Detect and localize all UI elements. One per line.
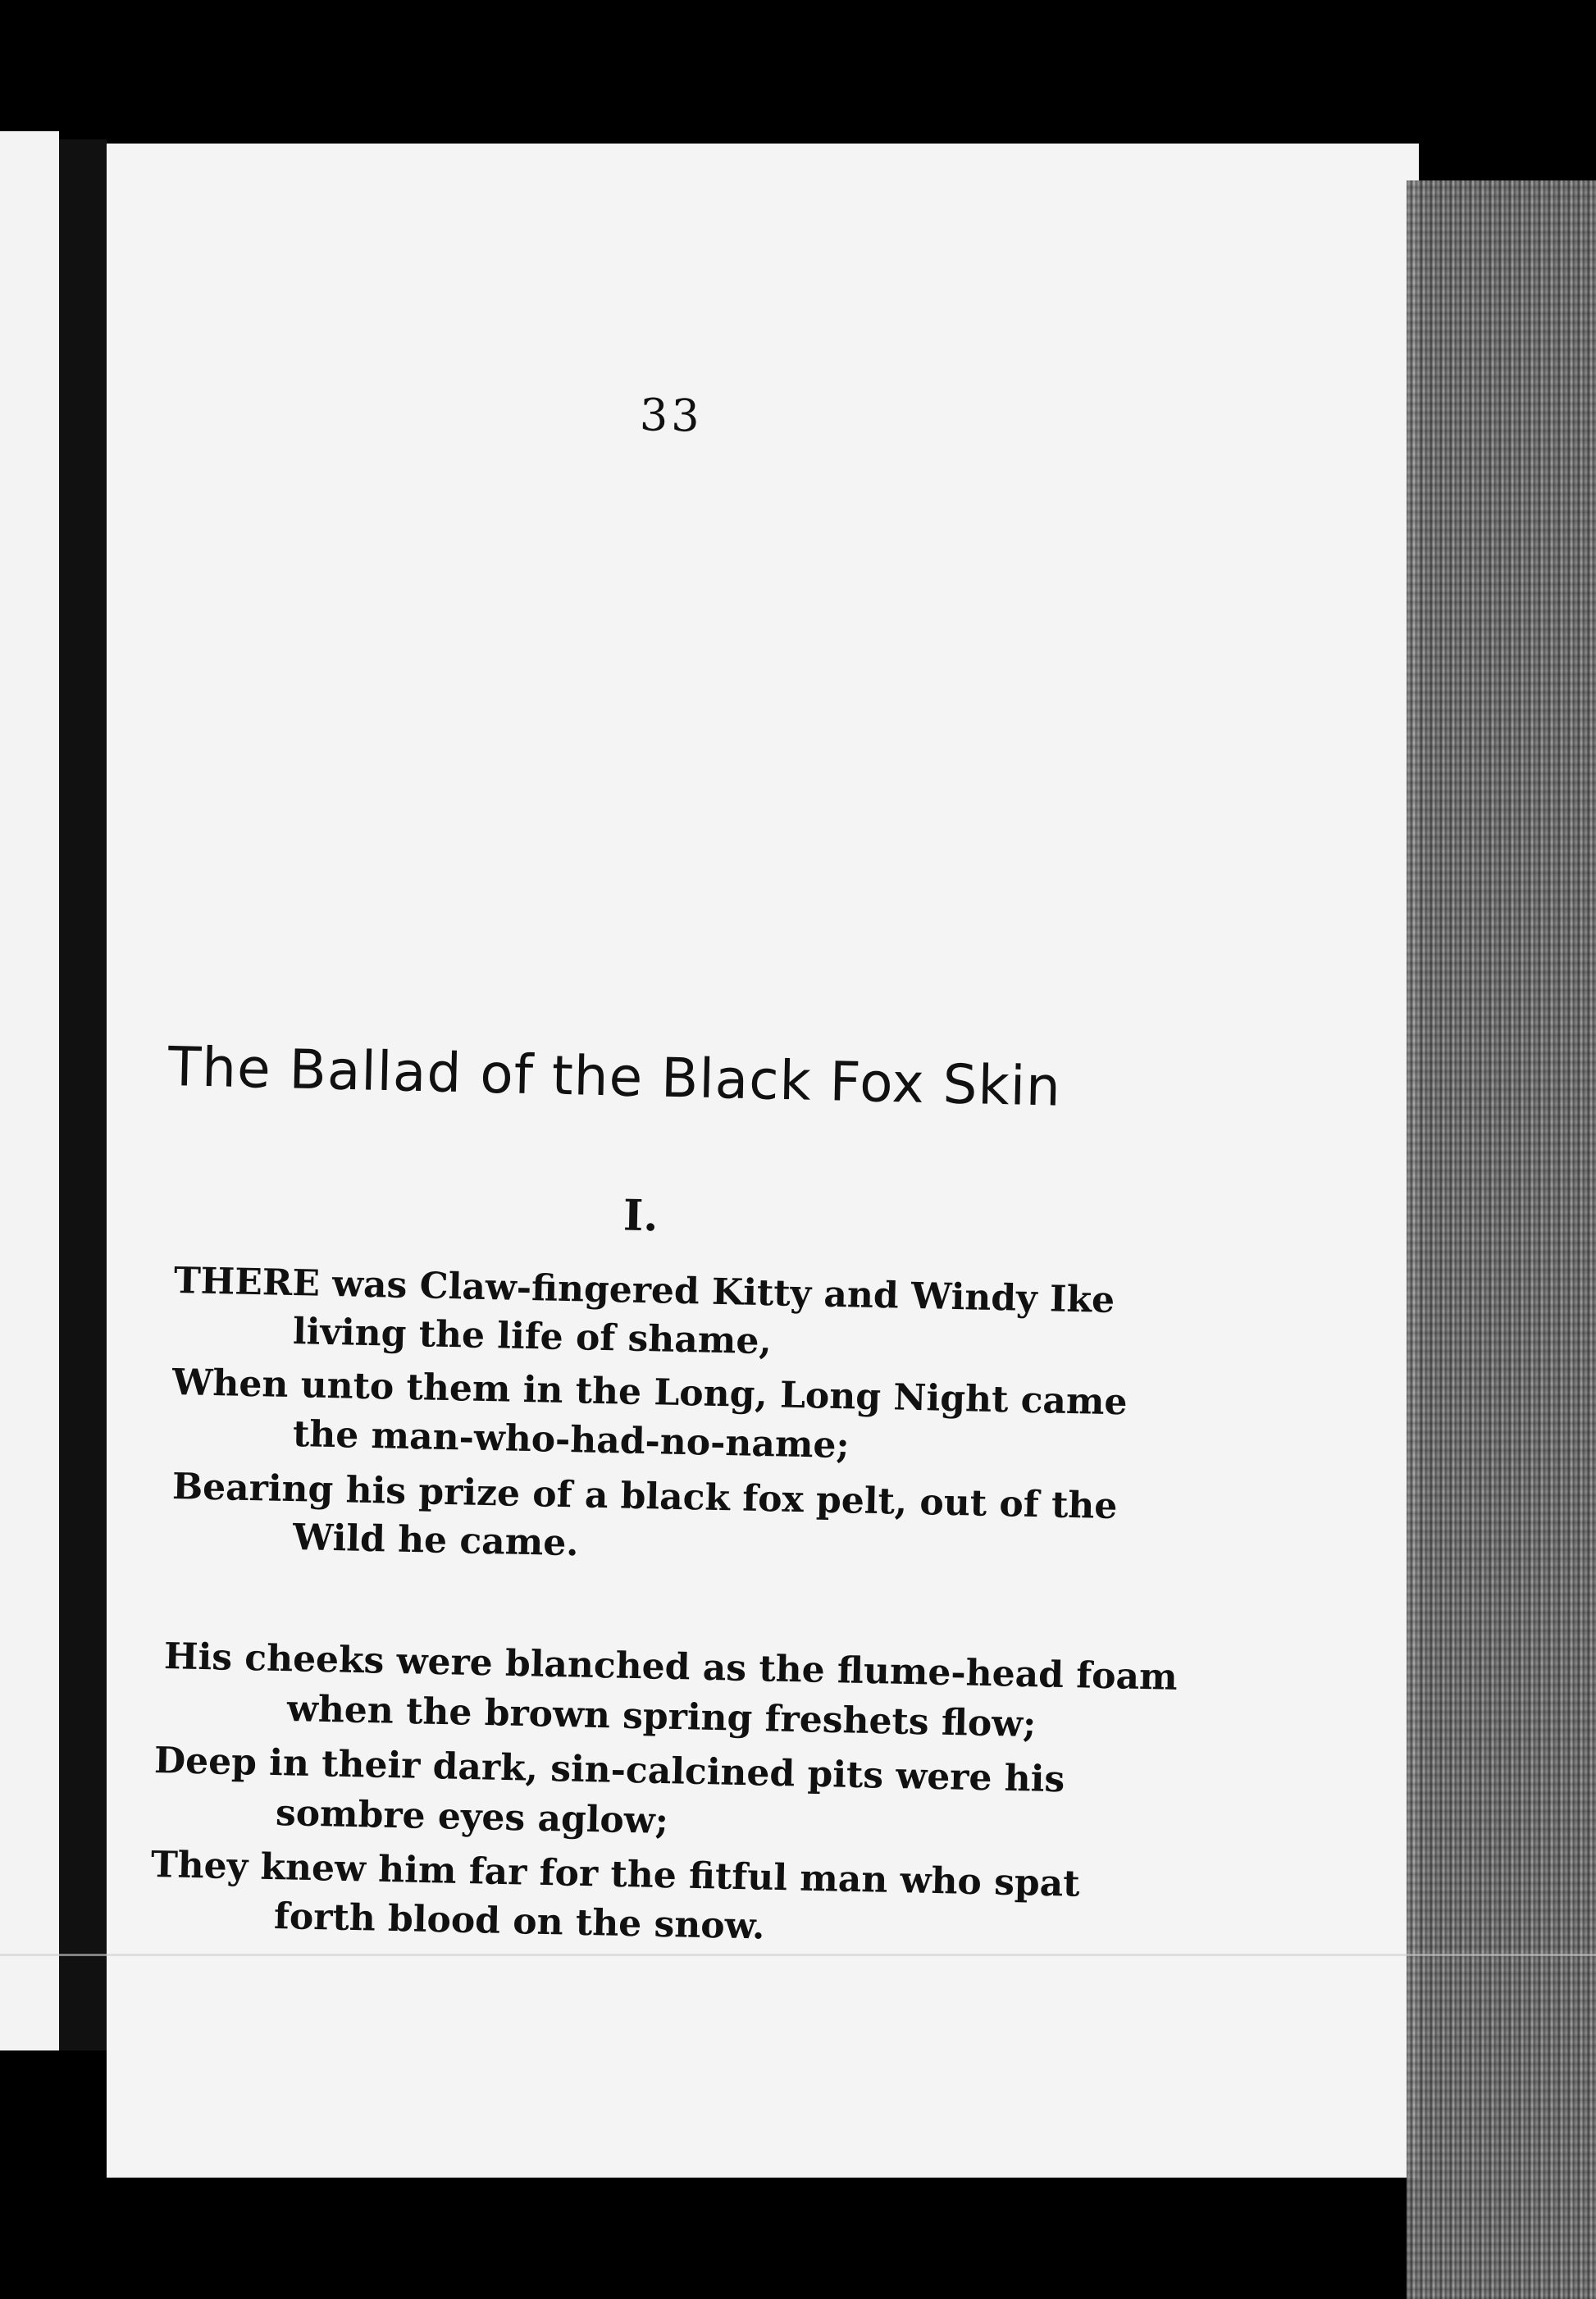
section-heading: I. xyxy=(622,1190,659,1242)
poem-line: THERE was Claw-fingered Kitty and Windy Ike xyxy=(173,1260,1115,1322)
poem-line: When unto them in the Long, Long Night came xyxy=(171,1362,1129,1424)
poem-line: Bearing his prize of a black fox pelt, out of the xyxy=(171,1466,1118,1528)
poem-line: the man-who-had-no-name; xyxy=(292,1413,850,1467)
scan-artifact-line xyxy=(0,1954,1596,1956)
poem-line: forth blood on the snow. xyxy=(273,1895,765,1948)
left-page-edge xyxy=(0,131,59,2050)
poem-line: sombre eyes aglow; xyxy=(275,1792,669,1843)
poem-line: living the life of shame, xyxy=(292,1311,773,1363)
poem-title: The Ballad of the Black Fox Skin xyxy=(167,1035,1062,1119)
page-number: 33 xyxy=(639,389,704,442)
poem-line: when the brown spring freshets flow; xyxy=(286,1688,1037,1746)
poem-line: Deep in their dark, sin-calcined pits were his xyxy=(153,1740,1065,1801)
poem-line: His cheeks were blanched as the flume-head foam xyxy=(163,1635,1179,1699)
poem-line: They knew him far for the fitful man who spat xyxy=(150,1844,1081,1905)
poem-line: Wild he came. xyxy=(292,1517,580,1565)
book-spine-shadow xyxy=(59,139,107,2050)
page-edge-noise xyxy=(1407,180,1596,2299)
